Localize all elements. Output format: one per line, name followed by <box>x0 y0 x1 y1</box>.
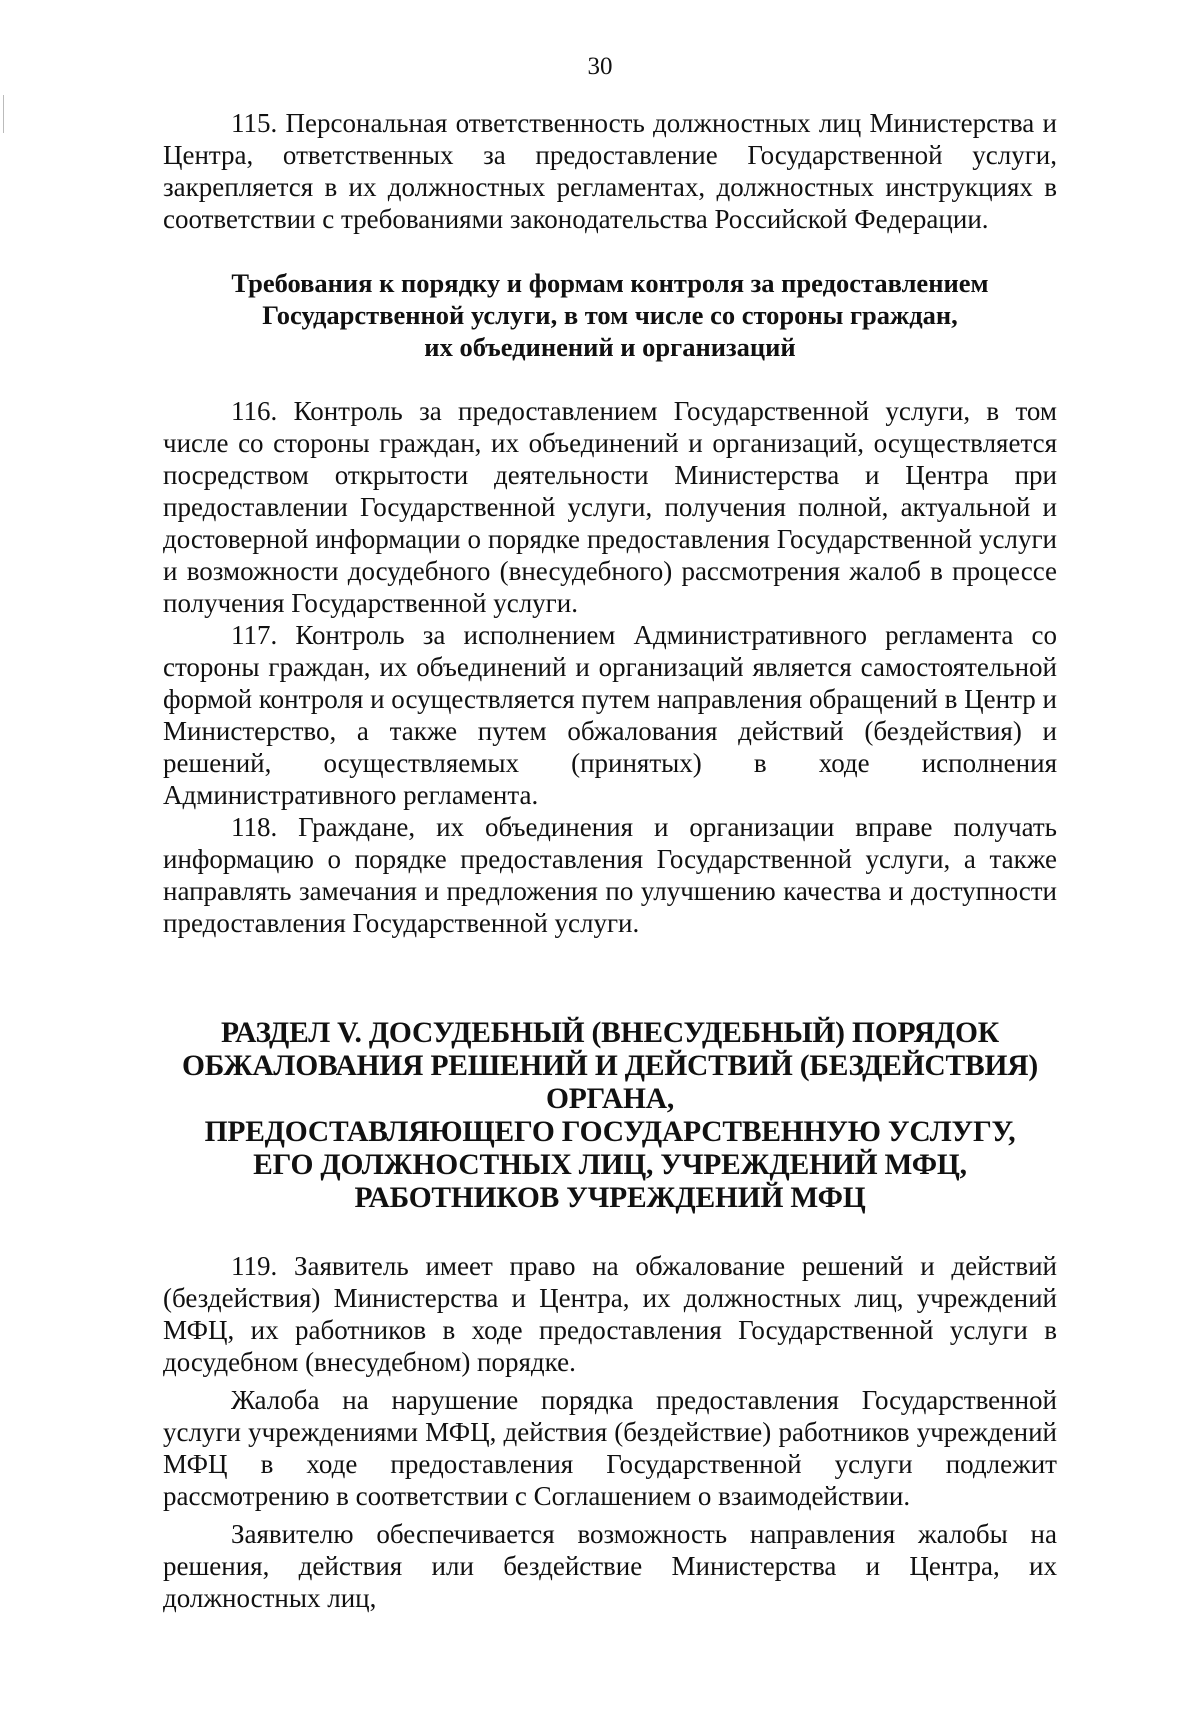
section-heading-line: ОБЖАЛОВАНИЯ РЕШЕНИЙ И ДЕЙСТВИЙ (БЕЗДЕЙСТВИЯ) ОРГАНА, <box>182 1050 1038 1115</box>
paragraph-applicant: Заявителю обеспечивается возможность направления жалобы на решения, действия или бездействие Министерства и Центра, их должностных лиц, <box>163 1519 1057 1613</box>
section-v-heading <box>163 1017 1057 1215</box>
section-heading-line: ЕГО ДОЛЖНОСТНЫХ ЛИЦ, УЧРЕЖДЕНИЙ МФЦ, <box>253 1149 967 1181</box>
heading-control-line: их объединений и организаций <box>424 332 796 362</box>
paragraph-complaint-mfc: Жалоба на нарушение порядка предоставления Государственной услуги учреждениями МФЦ, действия (бездействие) работников учреждений МФЦ в ходе предоставления Государственной услуги подлежит рассмотрению в соответствии с Соглашением о взаимодействии. <box>163 1385 1057 1511</box>
heading-control-line: Государственной услуги, в том числе со стороны граждан, <box>262 300 958 330</box>
scan-margin-mark <box>3 95 4 133</box>
document-body <box>163 107 1057 1614</box>
page-number: 30 <box>587 53 613 80</box>
paragraph-119: 119. Заявитель имеет право на обжалование решений и действий (бездействия) Министерства и Центра, их должностных лиц, учреждений МФЦ, их работников в ходе предоставления Государственной услуги в досудебном (внесудебном) порядке. <box>163 1251 1057 1377</box>
heading-control-line: Требования к порядку и формам контроля за предоставлением <box>231 268 989 298</box>
paragraph-116: 116. Контроль за предоставлением Государственной услуги, в том числе со стороны граждан, их объединений и организаций, осуществляется посредством открытости деятельности Министерства и Центра при предоставлении Государственной услуги, получения полной, актуальной и достоверной информации о порядке предоставления Государственной услуги и возможности досудебного (внесудебного) рассмотрения жалоб в процессе получения Государственной услуги. <box>163 396 1057 618</box>
spacer <box>163 363 1057 395</box>
paragraph-115: 115. Персональная ответственность должностных лиц Министерства и Центра, ответственных за предоставление Государственной услуги, закрепляется в их должностных регламентах, должностных инструкциях в соответствии с требованиями законодательства Российской Федерации. <box>163 108 1057 234</box>
paragraph-118: 118. Граждане, их объединения и организации вправе получать информацию о порядке предоставления Государственной услуги, а также направлять замечания и предложения по улучшению качества и доступности предоставления Государственной услуги. <box>163 812 1057 938</box>
spacer <box>163 1215 1057 1250</box>
section-heading-line: ПРЕДОСТАВЛЯЮЩЕГО ГОСУДАРСТВЕННУЮ УСЛУГУ, <box>204 1116 1016 1148</box>
section-heading-line: РАЗДЕЛ V. ДОСУДЕБНЫЙ (ВНЕСУДЕБНЫЙ) ПОРЯДОК <box>221 1017 999 1049</box>
heading-control-requirements <box>163 267 1057 363</box>
section-heading-line: РАБОТНИКОВ УЧРЕЖДЕНИЙ МФЦ <box>354 1182 866 1214</box>
paragraph-117: 117. Контроль за исполнением Административного регламента со стороны граждан, их объединений и организаций является самостоятельной формой контроля и осуществляется путем направления обращений в Центр и Министерство, а также путем обжалования действий (бездействия) и решений, осуществляемых (принятых) в ходе исполнения Административного регламента. <box>163 620 1057 810</box>
